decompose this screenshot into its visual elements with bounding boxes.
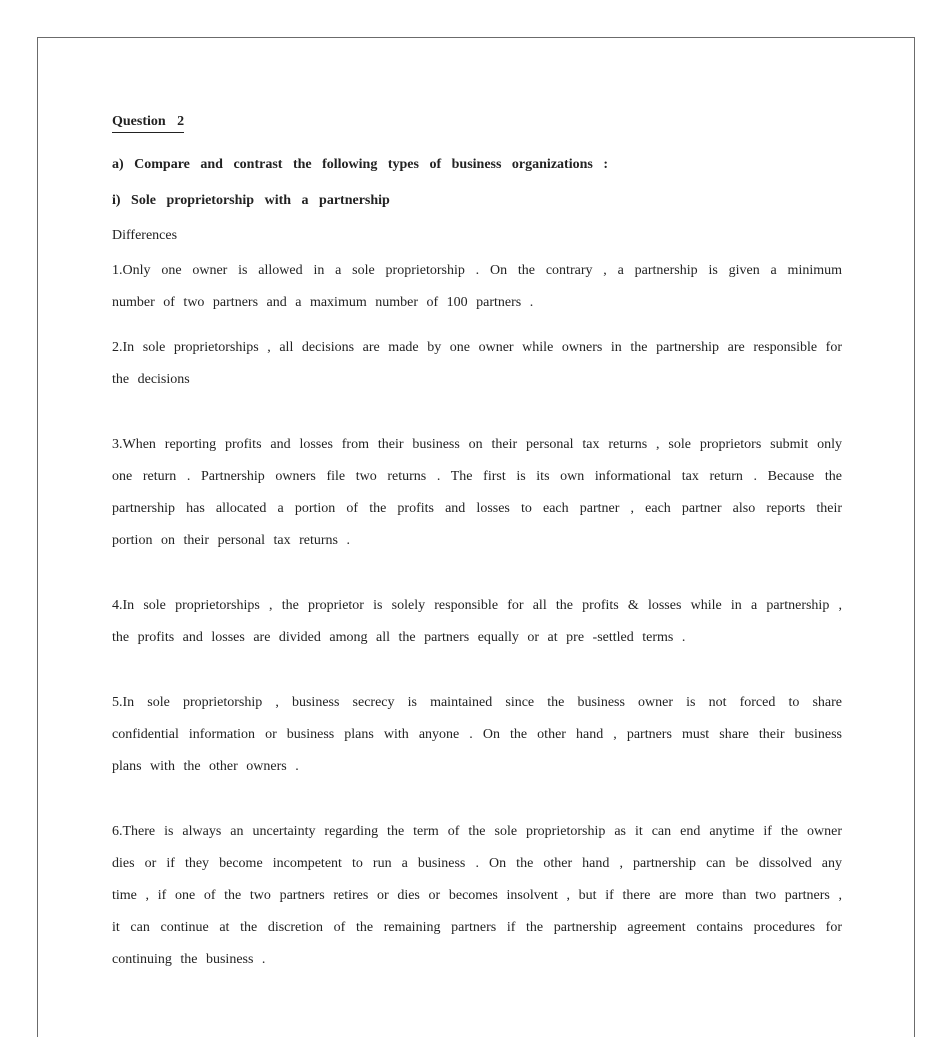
difference-point-6: 6.There is always an uncertainty regarding the term of the sole proprietorship as it can end anytime if the owner dies or if they become incompetent to run a business . On the other hand , partnership can be dissolved any time , if one of the two partners retires or dies or becomes insolvent , but if there are more than two partners , it can continue at the discretion of the remaining partners if the partnership agreement contains procedures for continuing the business . xyxy=(112,824,842,967)
document-page xyxy=(37,37,915,1037)
difference-point-4: 4.In sole proprietorships , the proprietor is solely responsible for all the profits & losses while in a partnership , the profits and losses are divided among all the partners equally or at pre -settled terms . xyxy=(112,598,842,645)
difference-point-3: 3.When reporting profits and losses from their business on their personal tax returns , sole proprietors submit only one return . Partnership owners file two returns . The first is its own informational tax return . Because the partnership has allocated a portion of the profits and losses to each partner , each partner also reports their portion on their personal tax returns . xyxy=(112,437,842,548)
difference-point-1: 1.Only one owner is allowed in a sole proprietorship . On the contrary , a partnership is given a minimum number of two partners and a maximum number of 100 partners . xyxy=(112,263,842,310)
part-a-heading: a) Compare and contrast the following types of business organizations : xyxy=(112,157,608,172)
difference-point-2: 2.In sole proprietorships , all decisions are made by one owner while owners in the partnership are responsible for the decisions xyxy=(112,340,842,387)
question-title: Question 2 xyxy=(112,114,184,133)
part-i-heading: i) Sole proprietorship with a partnership xyxy=(112,193,390,208)
section-label-differences: Differences xyxy=(112,228,178,243)
difference-point-5: 5.In sole proprietorship , business secrecy is maintained since the business owner is not forced to share confidential information or business plans with anyone . On the other hand , partners must share their business plans with the other owners . xyxy=(112,695,842,774)
